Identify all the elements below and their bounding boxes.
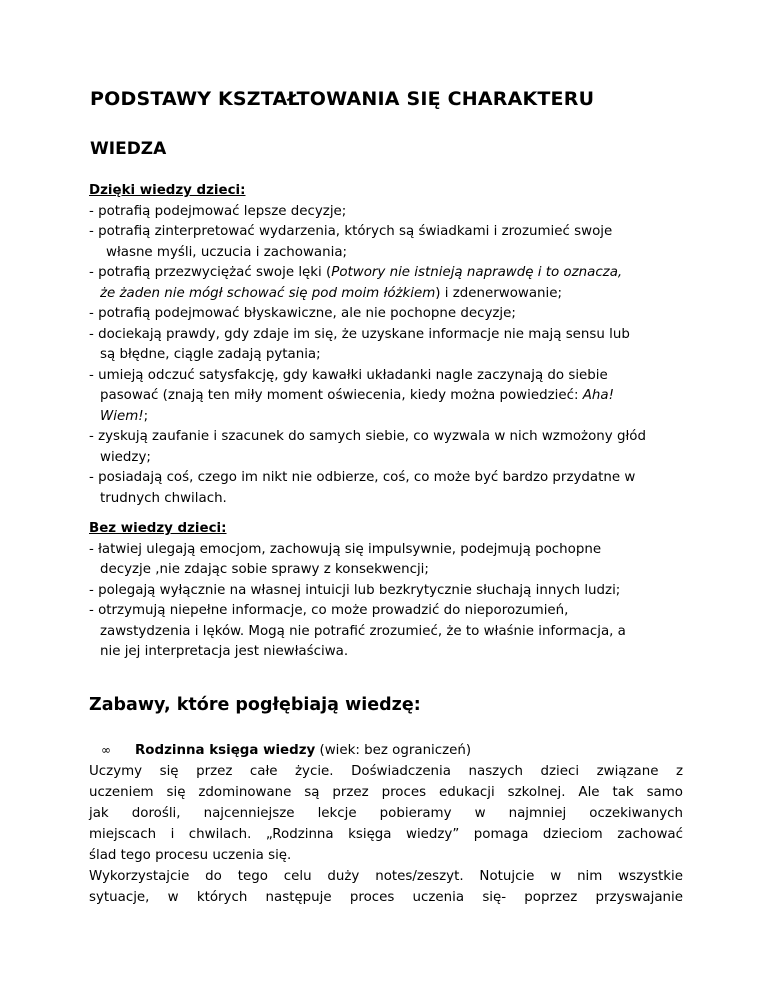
list-item: - posiadają coś, czego im nikt nie odbierze, coś, co może być bardzo przydatne w trudnych chwilach. — [89, 470, 636, 506]
paragraph-line: Wykorzystajcie do tego celu duży notes/zeszyt. Notujcie w nim wszystkie — [89, 869, 683, 884]
section-heading: WIEDZA — [90, 139, 167, 159]
paragraph-line: Uczymy się przez całe życie. Doświadczenia naszych dzieci związane z — [89, 764, 683, 779]
list-item: - łatwiej ulegają emocjom, zachowują się impulsywnie, podejmują pochopne decyzje ,nie zdając sobie sprawy z konsekwencji; — [89, 541, 602, 577]
list-item: - potrafią przezwyciężać swoje lęki (Potwory nie istnieją naprawdę i to oznacza, że żaden nie mógł schować się pod moim łóżkiem) i zdenerwowanie; — [89, 265, 623, 301]
document-title: PODSTAWY KSZTAŁTOWANIA SIĘ CHARAKTERU — [90, 88, 595, 110]
with-knowledge-section — [89, 181, 689, 509]
game-name: Rodzinna księga wiedzy — [135, 743, 316, 758]
list-item: - otrzymują niepełne informacje, co może prowadzić do nieporozumień, zawstydzenia i lęków. Mogą nie potrafić zrozumieć, że to właśnie informacja, a nie jej interpretacja jest niewłaściwa. — [89, 603, 626, 659]
infinity-bullet-icon: ∞ — [101, 743, 111, 757]
without-knowledge-section — [89, 519, 689, 663]
list-item: - zyskują zaufanie i szacunek do samych siebie, co wyzwala w nich wzmożony głód wiedzy; — [89, 429, 646, 465]
paragraph-line: ślad tego procesu uczenia się. — [89, 848, 292, 863]
paragraph-line: sytuacje, w których następuje proces uczenia się- poprzez przyswajanie — [89, 890, 683, 905]
list-item: - dociekają prawdy, gdy zdaje im się, że uzyskane informacje nie mają sensu lub są błędne, ciągle zadają pytania; — [89, 326, 630, 362]
list-item: - potrafią podejmować lepsze decyzje; — [89, 203, 347, 219]
paragraph-line: jak dorośli, najcenniejsze lekcje pobieramy w najmniej oczekiwanych — [89, 806, 683, 821]
paragraph-line: uczeniem się zdominowane są przez proces edukacji szkolnej. Ale tak samo — [89, 785, 683, 800]
list-item: - potrafią zinterpretować wydarzenia, których są świadkami i zrozumieć swoje własne myśli, uczucia i zachowania; — [89, 224, 613, 260]
without-knowledge-heading: Bez wiedzy dzieci: — [89, 521, 227, 536]
game-age: (wiek: bez ograniczeń) — [315, 743, 472, 758]
list-item: - polegają wyłącznie na własnej intuicji lub bezkrytycznie słuchają innych ludzi; — [89, 582, 621, 598]
with-knowledge-heading: Dzięki wiedzy dzieci: — [89, 183, 246, 198]
paragraph-line: miejscach i chwilach. „Rodzinna księga wiedzy” pomaga dzieciom zachować — [89, 827, 683, 842]
games-heading: Zabawy, które pogłębiają wiedzę: — [89, 695, 421, 715]
game-rodzinna-ksiega — [89, 740, 683, 908]
list-item: - umieją odczuć satysfakcję, gdy kawałki układanki nagle zaczynają do siebie pasować (znają ten miły moment oświecenia, kiedy można powiedzieć: Aha! Wiem!; — [89, 367, 614, 424]
list-item: - potrafią podejmować błyskawiczne, ale nie pochopne decyzje; — [89, 306, 516, 321]
game-title-line — [89, 740, 683, 761]
